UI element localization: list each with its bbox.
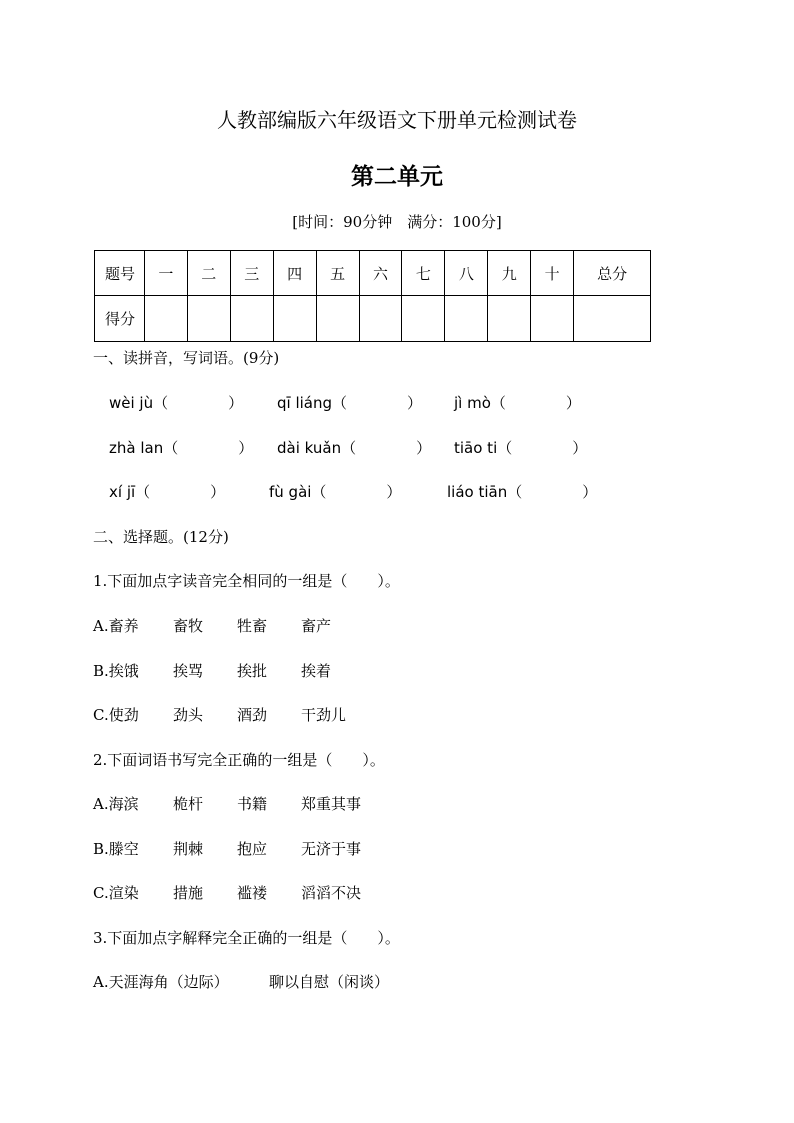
score-cell[interactable] — [187, 296, 230, 342]
pinyin-item: liáo tiān（ ） — [447, 483, 598, 501]
pinyin-item: fù gài（ ） — [269, 483, 402, 501]
option-word: B.滕空 — [93, 840, 139, 858]
option-word: A.海滨 — [93, 795, 139, 813]
section1-title: 一、读拼音，写词语。(9分) — [93, 349, 280, 367]
score-table-header-cell: 二 — [187, 251, 230, 296]
score-table-header-cell: 三 — [230, 251, 273, 296]
score-table-header-cell: 总分 — [574, 251, 651, 296]
option-word: 干劲儿 — [301, 706, 347, 724]
pinyin-item: wèi jù（ ） — [109, 394, 244, 412]
score-table-header-cell: 十 — [531, 251, 574, 296]
option-word: 酒劲 — [237, 706, 268, 724]
pinyin-item: zhà lan（ ） — [109, 439, 254, 457]
option-word: 挨骂 — [173, 662, 204, 680]
score-table-header-cell: 五 — [316, 251, 359, 296]
score-cell[interactable] — [230, 296, 273, 342]
option-word: 抱应 — [237, 840, 268, 858]
score-table-header-row — [95, 251, 651, 296]
score-cell[interactable] — [359, 296, 402, 342]
option-word: 褴褛 — [237, 884, 268, 902]
score-cell[interactable] — [402, 296, 445, 342]
option-word: 郑重其事 — [301, 795, 362, 813]
option-word: 挨批 — [237, 662, 268, 680]
option-word: C.使劲 — [93, 706, 139, 724]
option-word: 聊以自慰（闲谈） — [269, 973, 390, 991]
page-title: 人教部编版六年级语文下册单元检测试卷 — [217, 108, 577, 132]
score-cell[interactable] — [574, 296, 651, 342]
section2-title: 二、选择题。(12分) — [93, 528, 229, 546]
option-word: 措施 — [173, 884, 204, 902]
score-cell[interactable] — [531, 296, 574, 342]
score-table-score-row — [95, 296, 651, 342]
score-table-header-cell: 七 — [402, 251, 445, 296]
pinyin-item: jì mò（ ） — [454, 394, 581, 412]
pinyin-item: tiāo ti（ ） — [454, 439, 588, 457]
score-table-header-cell: 八 — [445, 251, 488, 296]
question-stem: 3.下面加点字解释完全正确的一组是（ ）。 — [93, 929, 400, 947]
score-label: 得分 — [95, 296, 145, 342]
score-table — [94, 250, 651, 342]
score-cell[interactable] — [445, 296, 488, 342]
option-word: 挨着 — [301, 662, 332, 680]
option-word: 畜牧 — [173, 617, 204, 635]
option-word: 荆棘 — [173, 840, 204, 858]
score-table-header-cell: 题号 — [95, 251, 145, 296]
score-cell[interactable] — [316, 296, 359, 342]
pinyin-item: dài kuǎn（ ） — [277, 439, 432, 457]
option-word: 劲头 — [173, 706, 204, 724]
option-word: 无济于事 — [301, 840, 362, 858]
unit-title: 第二单元 — [351, 163, 443, 190]
score-table-header-cell: 六 — [359, 251, 402, 296]
score-table-header-cell: 一 — [144, 251, 187, 296]
option-word: 牲畜 — [237, 617, 268, 635]
option-word: B.挨饿 — [93, 662, 139, 680]
option-word: 滔滔不决 — [301, 884, 362, 902]
question-stem: 1.下面加点字读音完全相同的一组是（ ）。 — [93, 572, 400, 590]
option-word: A.天涯海角（边际） — [93, 973, 229, 991]
option-word: 书籍 — [237, 795, 268, 813]
score-table-header-cell: 九 — [488, 251, 531, 296]
question-stem: 2.下面词语书写完全正确的一组是（ ）。 — [93, 751, 385, 769]
option-word: A.畜养 — [93, 617, 139, 635]
score-table-header-cell: 四 — [273, 251, 316, 296]
option-word: 桅杆 — [173, 795, 204, 813]
option-word: 畜产 — [301, 617, 332, 635]
option-word: C.渲染 — [93, 884, 139, 902]
score-cell[interactable] — [488, 296, 531, 342]
time-info: [时间：90分钟 满分：100分] — [292, 213, 502, 231]
score-cell[interactable] — [273, 296, 316, 342]
score-cell[interactable] — [144, 296, 187, 342]
pinyin-item: qī liáng（ ） — [277, 394, 423, 412]
pinyin-item: xí jī（ ） — [109, 483, 226, 501]
